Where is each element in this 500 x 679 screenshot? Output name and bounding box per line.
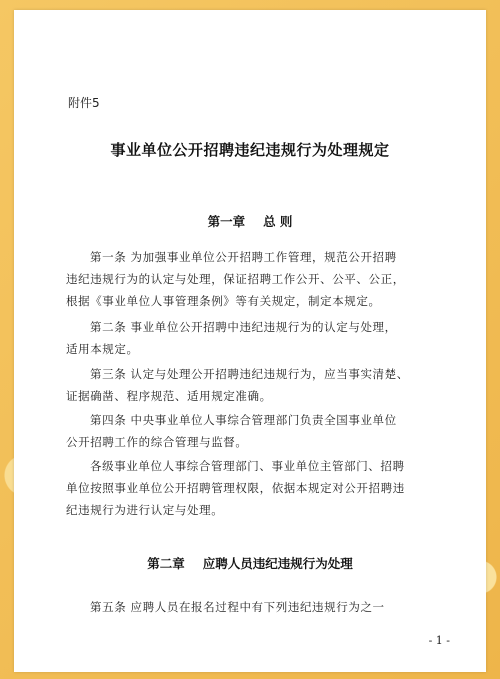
article-5 bbox=[66, 596, 436, 618]
article-4-paragraph-2-line: 纪违规行为进行认定与处理。 bbox=[66, 503, 224, 517]
article-1-line: 根据《事业单位人事管理条例》等有关规定，制定本规定。 bbox=[66, 294, 381, 308]
article-4-paragraph-2-line: 单位按照事业单位公开招聘管理权限，依据本规定对公开招聘违 bbox=[66, 481, 405, 495]
article-2 bbox=[66, 316, 436, 360]
chapter-2-number: 第二章 bbox=[147, 556, 185, 571]
article-3-line: 第三条 认定与处理公开招聘违纪违规行为，应当事实清楚、 bbox=[90, 367, 409, 381]
article-1-line: 第一条 为加强事业单位公开招聘工作管理，规范公开招聘 bbox=[90, 250, 397, 264]
chapter-2-name: 应聘人员违纪违规行为处理 bbox=[202, 556, 353, 571]
article-4-paragraph-2 bbox=[66, 455, 436, 521]
attachment-label: 附件5 bbox=[68, 96, 100, 110]
article-4 bbox=[66, 409, 436, 453]
article-1-line: 违纪违规行为的认定与处理，保证招聘工作公开、公平、公正， bbox=[66, 272, 405, 286]
article-5-line: 第五条 应聘人员在报名过程中有下列违纪违规行为之一 bbox=[90, 600, 385, 614]
article-3-line: 证据确凿、程序规范、适用规定准确。 bbox=[66, 389, 272, 403]
chapter-2-heading bbox=[14, 554, 486, 572]
document-page bbox=[14, 10, 486, 672]
article-3 bbox=[66, 363, 436, 407]
article-1 bbox=[66, 246, 436, 312]
page-number: - 1 - bbox=[428, 634, 450, 647]
article-4-line: 第四条 中央事业单位人事综合管理部门负责全国事业单位 bbox=[90, 413, 397, 427]
article-2-line: 第二条 事业单位公开招聘中违纪违规行为的认定与处理， bbox=[90, 320, 397, 334]
chapter-1-heading bbox=[14, 212, 486, 230]
article-4-line: 公开招聘工作的综合管理与监督。 bbox=[66, 435, 248, 449]
article-2-line: 适用本规定。 bbox=[66, 342, 139, 356]
document-title: 事业单位公开招聘违纪违规行为处理规定 bbox=[110, 141, 390, 159]
article-4-paragraph-2-line: 各级事业单位人事综合管理部门、事业单位主管部门、招聘 bbox=[90, 459, 405, 473]
chapter-1-number: 第一章 bbox=[207, 214, 246, 229]
chapter-1-name: 总 则 bbox=[263, 214, 293, 229]
